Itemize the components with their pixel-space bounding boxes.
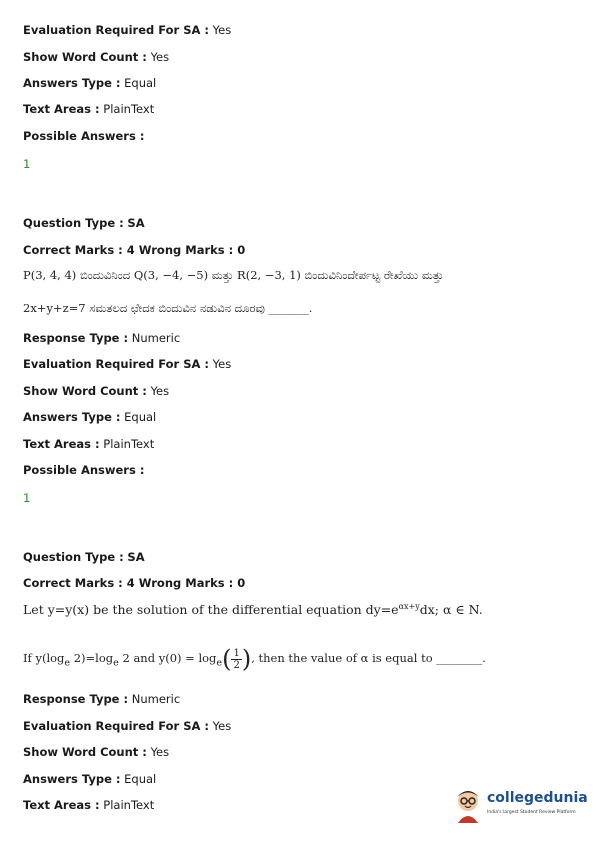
label: Show Word Count : — [23, 745, 147, 759]
value: SA — [127, 550, 145, 564]
show-word-count-row — [23, 384, 169, 398]
possible-answer: 1 — [23, 157, 31, 171]
text-areas-row — [23, 798, 154, 812]
marks-row — [23, 576, 245, 590]
question-type-row — [23, 550, 145, 564]
label: Evaluation Required For SA : — [23, 23, 210, 37]
possible-answer: 1 — [23, 491, 31, 505]
question-text-line-2: If $y(\log_e$ $2)=\log_e$ 2 and $y(0) = \log_e$( $\frac{1}{2}$ ), then the value of α is equal to ________. — [23, 645, 486, 673]
show-word-count-row — [23, 745, 169, 759]
value: Yes — [150, 384, 170, 398]
question-type-row — [23, 216, 145, 230]
label: Text Areas : — [23, 102, 100, 116]
label: Response Type : — [23, 331, 129, 345]
logo-tagline: India's largest Student Review Platform — [487, 810, 576, 815]
label: Text Areas : — [23, 798, 100, 812]
value: SA — [127, 216, 145, 230]
label: Question Type : — [23, 216, 124, 230]
value: Yes — [150, 50, 170, 64]
show-word-count-row — [23, 50, 169, 64]
label: Show Word Count : — [23, 50, 147, 64]
value: Yes — [212, 357, 232, 371]
answers-type-row — [23, 410, 156, 424]
label: Evaluation Required For SA : — [23, 357, 210, 371]
label: Show Word Count : — [23, 384, 147, 398]
text-areas-row — [23, 102, 154, 116]
possible-answers-row — [23, 463, 144, 477]
value: PlainText — [103, 102, 155, 116]
evaluation-required-row — [23, 719, 231, 733]
label: Question Type : — [23, 550, 124, 564]
value: Yes — [212, 23, 232, 37]
question-text-line-1: P(3, 4, 4) ಬಿಂದುವಿನಿಂದ Q(3, −4, −5) ಮತ್ತು R(2, −3, 1) ಬಿಂದುವಿನಿಂದೇರ್ಪಟ್ಟ ರೇಖೆಯು ಮತ್ತು — [23, 268, 444, 282]
label: Possible Answers : — [23, 129, 145, 143]
logo-wordmark: collegedunia — [487, 790, 588, 806]
label: Evaluation Required For SA : — [23, 719, 210, 733]
marks: Correct Marks : 4 Wrong Marks : 0 — [23, 576, 246, 590]
label: Text Areas : — [23, 437, 100, 451]
value: Equal — [124, 410, 157, 424]
possible-answers-row — [23, 129, 144, 143]
marks-row — [23, 243, 245, 257]
answers-type-row — [23, 772, 156, 786]
value: Yes — [212, 719, 232, 733]
mascot-icon — [452, 787, 484, 823]
marks: Correct Marks : 4 Wrong Marks : 0 — [23, 243, 246, 257]
value: Numeric — [131, 331, 181, 345]
question-text-line-2: 2x+y+z=7 ಸಮತಲದ ಛೇದಕ ಬಿಂದುವಿನ ನಡುವಿನ ದೂರವು _______. — [23, 301, 313, 315]
label: Answers Type : — [23, 772, 121, 786]
fraction: $\frac{1}{2}$ — [233, 647, 240, 671]
value: Yes — [150, 745, 170, 759]
answers-type-row — [23, 76, 156, 90]
label: Answers Type : — [23, 410, 121, 424]
text-areas-row — [23, 437, 154, 451]
question-text-line-1: Let y=y(x) be the solution of the differential equation $dy=e^{\alpha x+y}dx$; α ∈ N. — [23, 602, 483, 618]
label: Possible Answers : — [23, 463, 145, 477]
value: PlainText — [103, 798, 155, 812]
value: PlainText — [103, 437, 155, 451]
value: Equal — [124, 772, 157, 786]
response-type-row — [23, 692, 180, 706]
evaluation-required-row — [23, 23, 231, 37]
evaluation-required-row — [23, 357, 231, 371]
response-type-row — [23, 331, 180, 345]
label: Answers Type : — [23, 76, 121, 90]
value: Numeric — [131, 692, 181, 706]
value: Equal — [124, 76, 157, 90]
label: Response Type : — [23, 692, 129, 706]
collegedunia-logo — [452, 787, 587, 825]
